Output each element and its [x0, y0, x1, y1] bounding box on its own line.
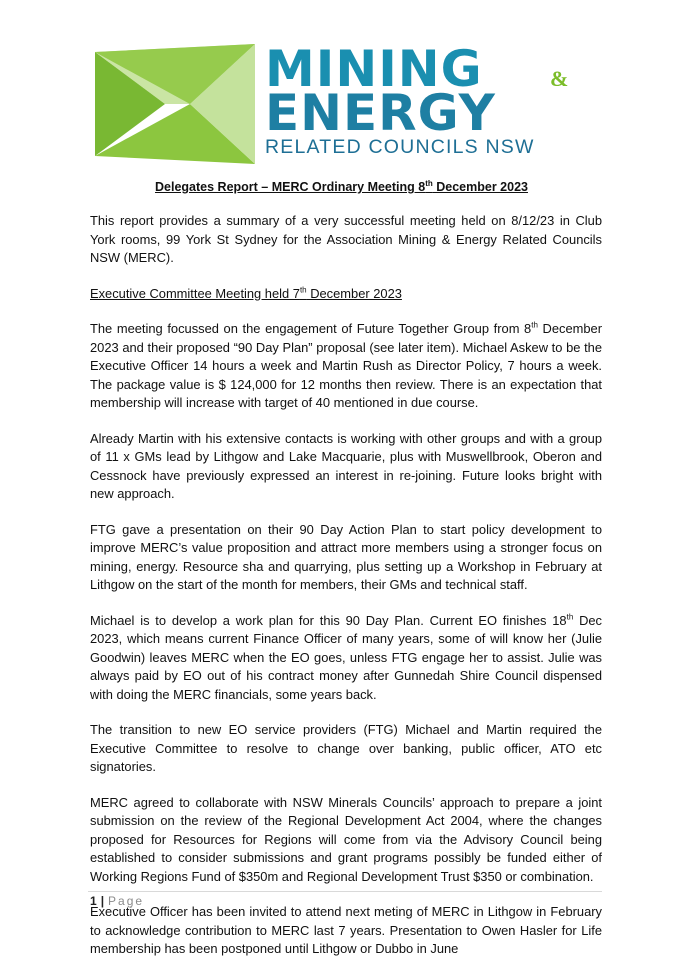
footer-divider	[88, 891, 602, 892]
logo-x-mark-icon	[95, 44, 255, 164]
logo-word-energy: ENERGY	[265, 84, 496, 142]
logo-ampersand: &	[550, 66, 569, 91]
page-number: 1	[90, 894, 97, 908]
paragraph-contacts: Already Martin with his extensive contacts is working with other groups and with a group of 11 x GMs lead by Lithgow and Lake Macquarie, plus with Muswellbrook, Oberon and Cessnock have previously expressed an interest in re-joining. Future looks bright with new approach.	[90, 430, 602, 501]
page-label: Page	[108, 894, 145, 908]
paragraph-transition: The transition to new EO service providers (FTG) Michael and Martin required the Executive Committee to resolve to change over banking, public officer, ATO etc signatories.	[90, 722, 602, 774]
report-title: Delegates Report – MERC Ordinary Meeting 8th December 2023	[155, 179, 528, 195]
paragraph-ftg-presentation: FTG gave a presentation on their 90 Day Action Plan to start policy development to improve MERC’s value proposition and attract more members using a stronger focus on mining, energy. Resource sha and quarrying, plus setting up a Workshop in February at Lithgow on the start of the month for members, their GMs and technical staff.	[90, 521, 602, 592]
footer-separator: |	[100, 894, 105, 908]
intro-paragraph: This report provides a summary of a very successful meeting held on 8/12/23 in Club York rooms, 99 York St Sydney for the Association Mining & Energy Related Councils NSW (MERC).	[90, 213, 602, 265]
paragraph-collaboration: MERC agreed to collaborate with NSW Minerals Councils’ approach to prepare a joint submission on the review of the Regional Development Act 2004, where the changes proposed for Resources for Regions will come from via the Advisory Council being established to consider submissions and grant programs possibly be funded either of Working Regions Fund of $350m and Regional Development Trust $350 or combination.	[90, 794, 602, 884]
merc-logo	[95, 42, 595, 162]
exec-committee-heading: Executive Committee Meeting held 7th December 2023	[90, 285, 402, 301]
logo-word-mining: MINING	[265, 40, 483, 98]
paragraph-executive-officer: Executive Officer has been invited to attend next meting of MERC in Lithgow in February to acknowledge contribution to MERC last 7 years. Presentation to Owen Hasler for Life membership has been postponed until Lithgow or Dubbo in June	[90, 904, 602, 956]
paragraph-work-plan: Michael is to develop a work plan for this 90 Day Plan. Current EO finishes 18th Dec 2023, which means current Finance Officer of many years, some of will know her (Julie Goodwin) leaves MERC when the EO goes, unless FTG engage her to assist. Julie was always paid by EO out of his contract money after Gunnedah Shire Council dispensed with doing the MERC financials, some years back.	[90, 612, 602, 702]
page-footer	[90, 894, 144, 908]
paragraph-engagement: The meeting focussed on the engagement of Future Together Group from 8th December 2023 and their proposed “90 Day Plan” proposal (see later item). Michael Askew to be the Executive Officer 14 hours a week and Martin Rush as Director Policy, 7 hours a week. The package value is $ 124,000 for 12 months then review. There is an expectation that membership will increase with target of 40 mentioned in due course.	[90, 320, 602, 410]
logo-subtitle: RELATED COUNCILS NSW	[265, 136, 535, 158]
report-body	[90, 212, 602, 976]
